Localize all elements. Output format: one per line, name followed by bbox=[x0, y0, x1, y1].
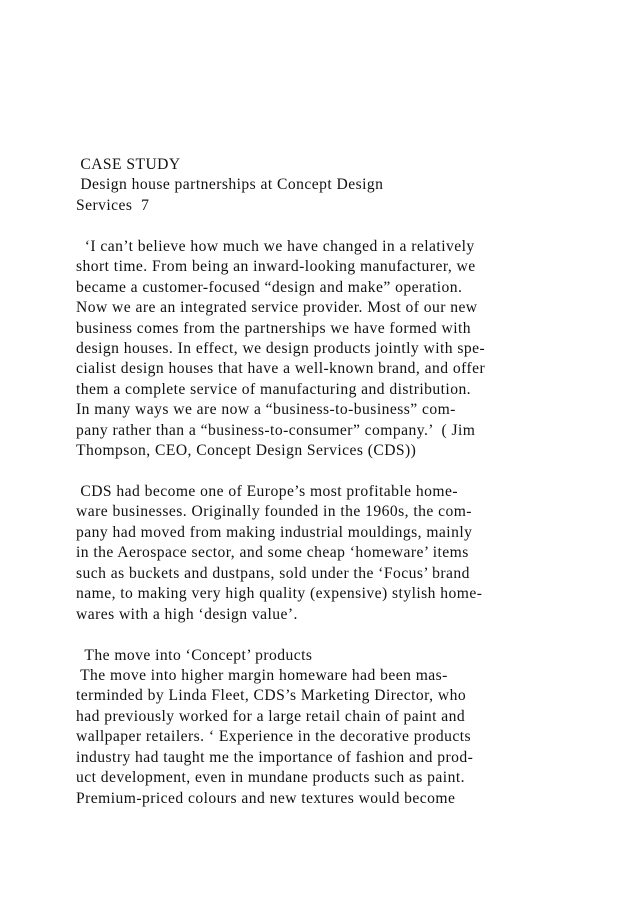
paragraph-line: wares with a high ‘design value’. bbox=[76, 605, 298, 623]
quote-line: them a complete service of manufacturing and distribution. bbox=[76, 380, 472, 398]
quote-attribution-line: Thompson, CEO, Concept Design Services (CDS)) bbox=[76, 442, 417, 460]
quote-line: In many ways we are now a “business-to-business” com- bbox=[76, 401, 456, 419]
quote-line: Now we are an integrated service provider. Most of our new bbox=[76, 299, 478, 317]
case-study-heading: CASE STUDY bbox=[76, 156, 181, 173]
section-heading: The move into ‘Concept’ products bbox=[76, 646, 313, 664]
case-study-title-line-2: Services 7 bbox=[76, 196, 150, 214]
quote-line: became a customer-focused “design and make” operation. bbox=[76, 278, 463, 296]
quote-line: ‘I can’t believe how much we have changed in a relatively bbox=[76, 237, 475, 255]
paragraph-line: The move into higher margin homeware had been mas- bbox=[76, 666, 448, 684]
paragraph-line: uct development, even in mundane products such as paint. bbox=[76, 769, 465, 787]
quote-line: business comes from the partnerships we have formed with bbox=[76, 319, 472, 337]
paragraph-line: in the Aerospace sector, and some cheap ‘homeware’ items bbox=[76, 544, 469, 562]
quote-line: pany rather than a “business-to-consumer” company.’ ( Jim bbox=[76, 421, 476, 439]
paragraph-line: wallpaper retailers. ‘ Experience in the decorative products bbox=[76, 728, 472, 746]
paragraph-line: industry had taught me the importance of fashion and prod- bbox=[76, 748, 474, 766]
paragraph-line: Premium-priced colours and new textures would become bbox=[76, 789, 456, 807]
quote-line: cialist design houses that have a well-known brand, and offer bbox=[76, 360, 486, 378]
quote-line: short time. From being an inward-looking manufacturer, we bbox=[76, 258, 476, 276]
paragraph-line: had previously worked for a large retail chain of paint and bbox=[76, 707, 466, 725]
paragraph-line: name, to making very high quality (expensive) stylish home- bbox=[76, 585, 483, 603]
paragraph-line: CDS had become one of Europe’s most profitable home- bbox=[76, 483, 458, 500]
blank-line bbox=[76, 216, 596, 236]
blank-line bbox=[76, 462, 596, 482]
paragraph-line: ware businesses. Originally founded in the 1960s, the com- bbox=[76, 503, 472, 521]
case-study-title-line-1: Design house partnerships at Concept Design bbox=[76, 176, 384, 194]
paragraph-line: terminded by Linda Fleet, CDS’s Marketing Director, who bbox=[76, 687, 467, 705]
paragraph-line: such as buckets and dustpans, sold under the ‘Focus’ brand bbox=[76, 564, 470, 582]
paragraph-line: pany had moved from making industrial mouldings, mainly bbox=[76, 523, 473, 541]
blank-line bbox=[76, 625, 596, 645]
document-body bbox=[76, 155, 596, 809]
quote-line: design houses. In effect, we design products jointly with spe- bbox=[76, 339, 486, 357]
